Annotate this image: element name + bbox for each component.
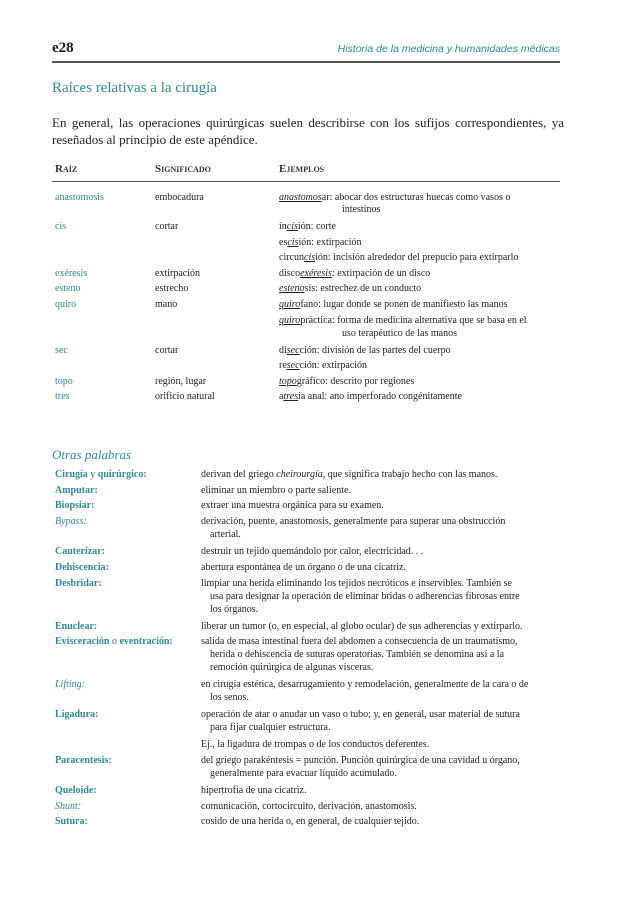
- page-header: [52, 40, 560, 62]
- term-label: Evisceración o eventración:: [55, 636, 173, 647]
- root-highlight: exéresis: [300, 268, 332, 279]
- root-cell: quiro: [55, 299, 77, 310]
- example-line: quiropráctica: forma de medicina alternativa que se basa en el: [279, 315, 527, 326]
- definition-line: arterial.: [210, 529, 241, 540]
- meaning-cell: orificio natural: [155, 391, 215, 402]
- definition-line: hipertrofia de una cicatriz.: [201, 785, 307, 796]
- example-line: disección: división de las partes del cuerpo: [279, 345, 451, 356]
- example-line: discoexéresis: extirpación de un disco: [279, 268, 431, 279]
- definition-line: del griego parakéntesis = punción. Punción quirúrgica de una cavidad u órgano,: [201, 755, 520, 766]
- root-cell: exéresis: [55, 268, 88, 279]
- root-cell: topo: [55, 376, 73, 387]
- term-label: Queloide:: [55, 785, 97, 796]
- root-cell: tres: [55, 391, 70, 402]
- definition-line: remoción quirúrgica de algunas vísceras.: [210, 662, 374, 673]
- term-label: Enuclear:: [55, 621, 98, 632]
- term-label: Dehiscencia:: [55, 562, 109, 573]
- definition-line: generalmente para evacuar líquido acumulado.: [210, 768, 397, 779]
- definition-line: salida de masa intestinal fuera del abdomen a consecuencia de un traumatismo,: [201, 636, 518, 647]
- definition-line: abertura espontánea de un órgano o de una cicatriz.: [201, 562, 406, 573]
- term-label: Cirugía y quirúrgico:: [55, 469, 147, 480]
- table-header-divider: [52, 181, 560, 182]
- meaning-cell: cortar: [155, 345, 179, 356]
- example-line: anastomosar: abocar dos estructuras huecas como vasos o: [279, 192, 511, 203]
- definition-line: extraer una muestra orgánica para su examen.: [201, 500, 384, 511]
- definition-line: comunicación, cortocircuito, derivación, anastomosis.: [201, 801, 417, 812]
- definition-line: herida o dehiscencia de suturas operatorias. También se denomina así a la: [210, 649, 505, 660]
- term-label: Bypass:: [55, 516, 87, 527]
- definition-line: usa para designar la operación de eliminar bridas o adherencias fibrosas entre: [210, 591, 520, 602]
- term-label: Ligadura:: [55, 709, 99, 720]
- definition-line: derivación, puente, anastomosis, generalmente para superar una obstrucción: [201, 516, 506, 527]
- example-line: quirofano: lugar donde se ponen de manifiesto las manos: [279, 299, 508, 310]
- definition-line: los órganos.: [210, 604, 259, 615]
- example-continuation: intestinos: [342, 204, 381, 215]
- definition-line: derivan del griego cheirourgía, que significa trabajo hecho con las manos.: [201, 469, 498, 480]
- term-label: Cauterizar:: [55, 546, 105, 557]
- column-header-examples: Ejemplos: [279, 163, 325, 175]
- example-line: estenosis: estrechez de un conducto: [279, 283, 422, 294]
- root-highlight: sec: [286, 345, 300, 356]
- definition-line: cosido de una herida o, en general, de cualquier tejido.: [201, 816, 420, 827]
- definition-line: Ej., la ligadura de trompas o de los conductos deferentes.: [201, 739, 430, 750]
- root-highlight: cis: [286, 221, 298, 232]
- root-highlight: tres: [283, 391, 299, 402]
- root-cell: cis: [55, 221, 67, 232]
- term-label: Shunt:: [55, 801, 82, 812]
- root-highlight: quiro: [279, 315, 301, 326]
- definition-line: para fijar cualquier estructura.: [210, 722, 331, 733]
- root-cell: esteno: [55, 283, 81, 294]
- root-highlight: sec: [286, 360, 300, 371]
- example-line: topográfico: descrito por regiones: [279, 376, 415, 387]
- root-highlight: cis: [304, 252, 316, 263]
- intro-paragraph: En general, las operaciones quirúrgicas suelen describirse con los sufijos correspondientes, ya reseñados al principio de este apéndice.: [52, 115, 564, 147]
- definition-line: operación de atar o anudar un vaso o tubo; y, en general, usar material de sutura: [201, 709, 520, 720]
- term-label: Sutura:: [55, 816, 88, 827]
- root-highlight: topo: [279, 376, 297, 387]
- meaning-cell: embocadura: [155, 192, 204, 203]
- meaning-cell: cortar: [155, 221, 179, 232]
- meaning-cell: región, lugar: [155, 376, 207, 387]
- root-highlight: cis: [287, 237, 299, 248]
- root-highlight: quiro: [279, 299, 301, 310]
- root-highlight: esteno: [279, 283, 305, 294]
- definition-line: eliminar un miembro o parte saliente.: [201, 485, 351, 496]
- meaning-cell: mano: [155, 299, 178, 310]
- definition-line: limpiar una herida eliminando los tejidos necróticos e inservibles. También se: [201, 578, 512, 589]
- root-cell: sec: [55, 345, 68, 356]
- example-line: circuncisión: incisión alrededor del prepucio para extirparlo: [279, 252, 519, 263]
- meaning-cell: extirpación: [155, 268, 200, 279]
- root-cell: anastomosis: [55, 192, 104, 203]
- definition-line: en cirugía estética, desarrugamiento y remodelación, generalmente de la cara o de: [201, 679, 529, 690]
- example-line: atresia anal: ano imperforado congénitamente: [279, 391, 462, 402]
- term-label: Desbridar:: [55, 578, 102, 589]
- root-highlight: anastomos: [279, 192, 322, 203]
- example-line: escisión: extirpación: [279, 237, 362, 248]
- column-header-root: Raíz: [55, 163, 78, 175]
- term-label: Lifting:: [55, 679, 86, 690]
- example-line: resección: extirpación: [279, 360, 368, 371]
- term-label: Amputar:: [55, 485, 98, 496]
- term-label: Paracentesis:: [55, 755, 112, 766]
- definition-line: los senos.: [210, 692, 249, 703]
- example-line: incisión: corte: [279, 221, 336, 232]
- column-header-meaning: Significado: [155, 163, 211, 175]
- definition-line: liberar un tumor (o, en especial, al globo ocular) de sus adherencias y extirparlo.: [201, 621, 523, 632]
- meaning-cell: estrecho: [155, 283, 189, 294]
- page-number: e28: [52, 40, 74, 56]
- definition-line: destruir un tejido quemándolo por calor, electricidad. . .: [201, 546, 424, 557]
- header-divider: [52, 61, 560, 63]
- other-words-title: Otras palabras: [52, 447, 132, 462]
- section-title: Raíces relativas a la cirugía: [52, 80, 217, 96]
- running-title: Historia de la medicina y humanidades médicas: [337, 43, 560, 55]
- term-label: Biopsiar:: [55, 500, 95, 511]
- example-continuation: uso terapéutico de las manos: [342, 328, 457, 339]
